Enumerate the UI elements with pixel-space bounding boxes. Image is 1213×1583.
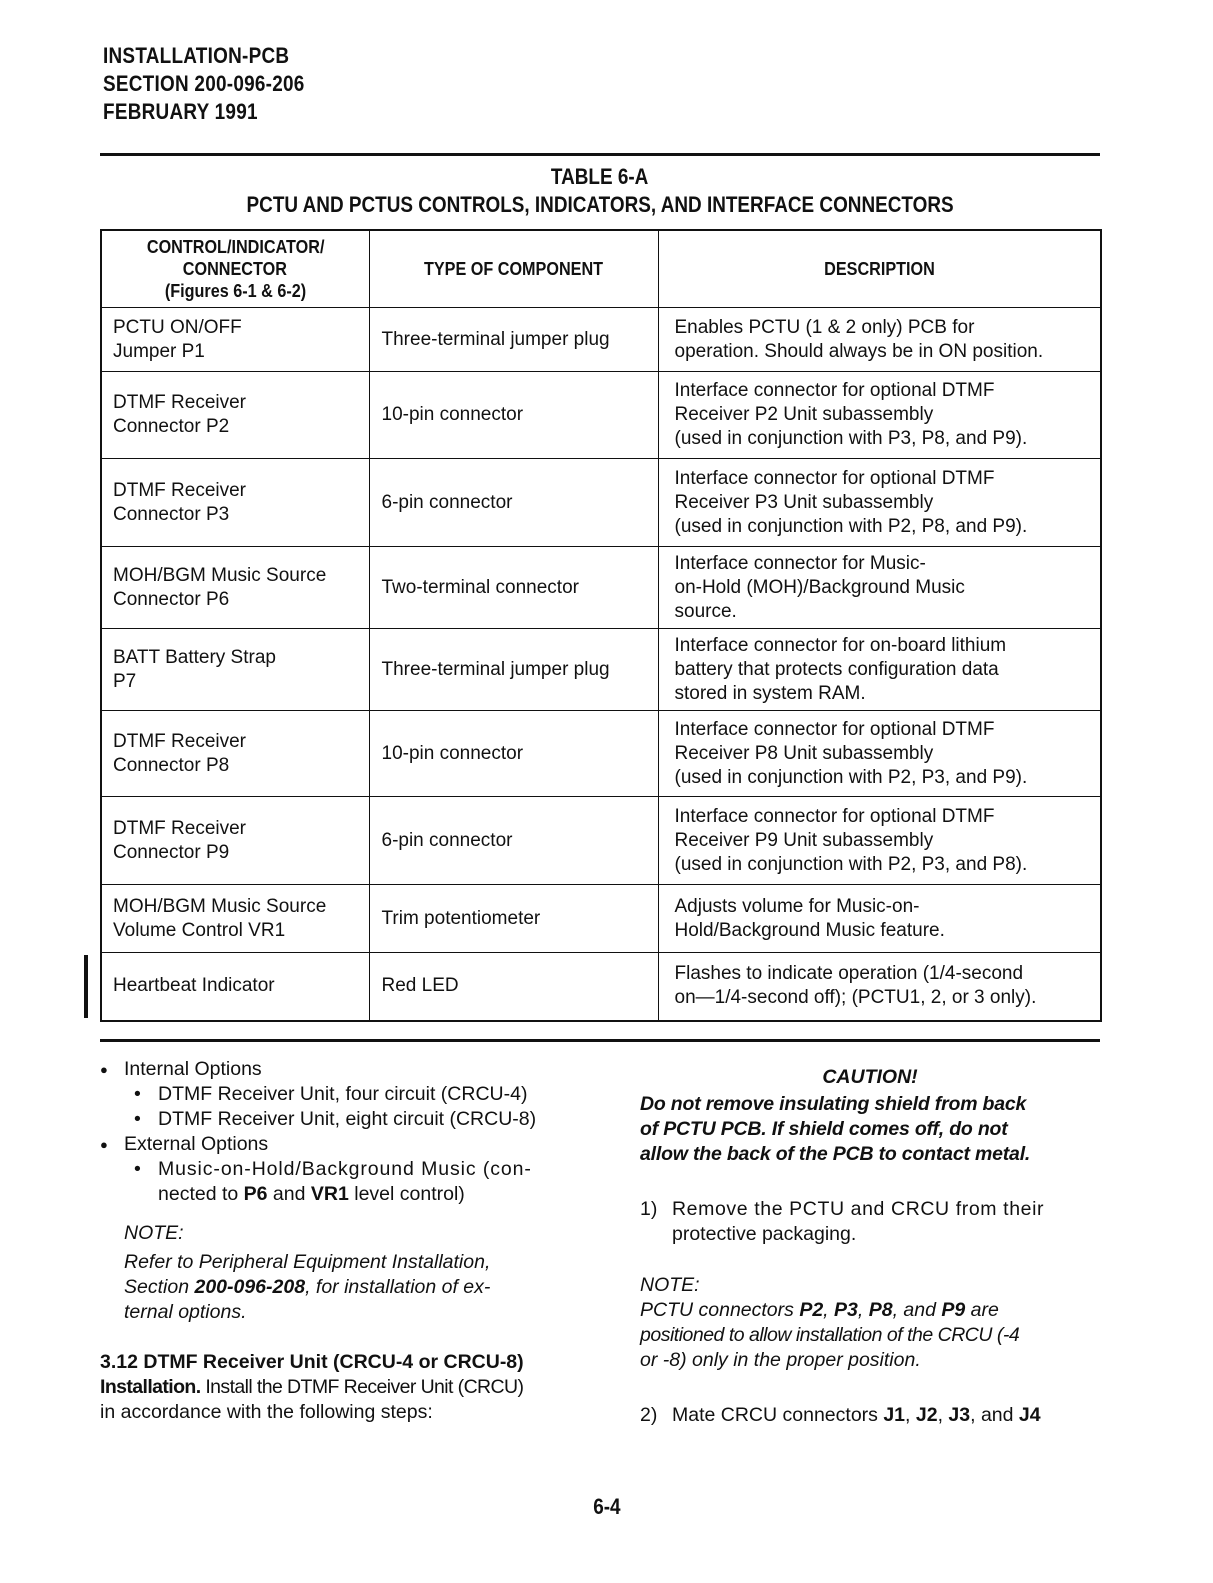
row-description-cell xyxy=(658,885,1101,953)
moh-vr1: VR1 xyxy=(310,1183,349,1205)
table-row xyxy=(101,711,1101,797)
header-col1-line2: CONNECTOR xyxy=(183,259,288,279)
control-id: Connector P3 xyxy=(113,503,230,525)
row-type-cell: 10-pin connector xyxy=(369,372,658,459)
moh-p6: P6 xyxy=(243,1183,268,1205)
step-connector: J2 xyxy=(915,1404,938,1426)
description-line: (used in conjunction with P3, P8, and P9). xyxy=(674,428,1028,449)
header-control-indicator xyxy=(101,230,369,308)
top-rule xyxy=(100,153,1100,156)
caution-line: allow the back of the PCB to contact metal. xyxy=(640,1143,1031,1165)
row-type-cell: Two-terminal connector xyxy=(369,547,658,629)
note-text: Section xyxy=(124,1276,195,1298)
note-connector: P2 xyxy=(799,1299,824,1321)
page-number xyxy=(0,1494,1213,1520)
description-line: Interface connector for on-board lithium xyxy=(674,634,1007,656)
description-line: Adjusts volume for Music-on- xyxy=(674,895,920,917)
row-control-cell xyxy=(101,953,369,1021)
note-line-2: positioned to allow installation of the CRCU (-4 xyxy=(640,1324,1020,1346)
row-control-cell xyxy=(101,629,369,711)
caution-title: CAUTION! xyxy=(822,1066,918,1088)
description-line: Interface connector for optional DTMF xyxy=(674,467,995,489)
note-line-1: Refer to Peripheral Equipment Installation, xyxy=(124,1251,491,1273)
header-type-of-component xyxy=(369,230,658,308)
row-control-cell xyxy=(101,459,369,547)
note-connector: P9 xyxy=(941,1299,966,1321)
description-line: Interface connector for optional DTMF xyxy=(674,805,995,827)
table-row xyxy=(101,372,1101,459)
control-name: PCTU ON/OFF xyxy=(113,316,242,338)
note-text: are xyxy=(965,1299,999,1321)
caution-body xyxy=(640,1092,1100,1167)
bottom-rule xyxy=(100,1039,1100,1042)
row-type-cell: Three-terminal jumper plug xyxy=(369,629,658,711)
step-number: 2) xyxy=(640,1404,658,1426)
section-3-12 xyxy=(100,1350,580,1425)
description-line: Receiver P9 Unit subassembly xyxy=(674,829,934,851)
moh-line-1: • Music-on-Hold/Background Music (con- xyxy=(158,1158,532,1180)
row-type-cell: Red LED xyxy=(369,953,658,1021)
row-type-cell: 6-pin connector xyxy=(369,797,658,885)
control-name: DTMF Receiver xyxy=(113,817,247,839)
table-title-line-2: PCTU AND PCTUS CONTROLS, INDICATORS, AND INTERFACE CONNECTORS xyxy=(246,192,954,217)
control-id: Jumper P1 xyxy=(113,340,205,362)
bullet-crcu-4: • DTMF Receiver Unit, four circuit (CRCU-4) xyxy=(100,1082,580,1107)
bullet-external-options: ● External Options xyxy=(100,1132,580,1157)
table-row xyxy=(101,547,1101,629)
row-description-cell xyxy=(658,547,1101,629)
section-line-2 xyxy=(100,1375,580,1400)
description-line: Interface connector for optional DTMF xyxy=(674,380,995,401)
row-type-cell: Three-terminal jumper plug xyxy=(369,308,658,372)
note-left xyxy=(100,1221,580,1325)
description-line: Interface connector for Music- xyxy=(674,552,926,574)
control-id: Connector P2 xyxy=(113,416,230,437)
section-heading-end: Installation. xyxy=(100,1376,201,1398)
revision-change-bar xyxy=(84,955,88,1018)
control-id: Connector P6 xyxy=(113,588,230,610)
control-id: Connector P9 xyxy=(113,841,230,863)
row-control-cell xyxy=(101,797,369,885)
note-line-1 xyxy=(640,1298,1100,1323)
note-section-ref: 200-096-208 xyxy=(194,1276,306,1298)
control-name: DTMF Receiver xyxy=(113,479,247,501)
description-line: Receiver P3 Unit subassembly xyxy=(674,491,934,513)
description-line: Hold/Background Music feature. xyxy=(674,919,945,941)
description-line: operation. Should always be in ON position. xyxy=(674,340,1044,362)
table-header-row xyxy=(101,230,1101,308)
step-connector: J3 xyxy=(948,1404,971,1426)
description-line: source. xyxy=(674,600,737,622)
description-line: (used in conjunction with P2, P3, and P8). xyxy=(674,853,1028,875)
description-line: stored in system RAM. xyxy=(674,682,866,704)
page-number-text: 6-4 xyxy=(592,1494,621,1519)
row-type-cell: Trim potentiometer xyxy=(369,885,658,953)
row-control-cell xyxy=(101,372,369,459)
row-description-cell xyxy=(658,629,1101,711)
step-connector: J4 xyxy=(1018,1404,1041,1426)
table-title xyxy=(100,163,1100,219)
document-header xyxy=(103,42,305,126)
header-line-2: SECTION 200-096-206 xyxy=(103,71,305,96)
step-text-part: , and xyxy=(970,1404,1019,1426)
table-row xyxy=(101,459,1101,547)
note-connector: P3 xyxy=(834,1299,858,1321)
caution-line: Do not remove insulating shield from back xyxy=(640,1093,1027,1115)
description-line: Flashes to indicate operation (1/4-second xyxy=(674,963,1024,985)
header-line-3: FEBRUARY 1991 xyxy=(103,99,258,124)
step-connector: J1 xyxy=(883,1404,906,1426)
row-control-cell xyxy=(101,885,369,953)
table-row xyxy=(101,797,1101,885)
moh-text: nected to xyxy=(158,1183,244,1205)
step-1 xyxy=(640,1197,1100,1247)
header-col1-line3: (Figures 6-1 & 6-2) xyxy=(164,281,306,301)
step-text xyxy=(672,1403,1100,1428)
table-row xyxy=(101,953,1101,1021)
step-number: 1) xyxy=(640,1198,658,1220)
bullet-music-on-hold xyxy=(100,1157,580,1207)
description-line: on-Hold (MOH)/Background Music xyxy=(674,576,965,598)
note-text: , xyxy=(857,1299,869,1321)
note-line-2 xyxy=(124,1275,580,1300)
note-label: NOTE: xyxy=(640,1274,700,1296)
row-description-cell xyxy=(658,372,1101,459)
bullet-internal-options: ● Internal Options xyxy=(100,1057,580,1082)
controls-table xyxy=(100,229,1102,1022)
description-line: Interface connector for optional DTMF xyxy=(674,718,995,740)
header-col3-text: DESCRIPTION xyxy=(823,259,935,279)
note-connector: P8 xyxy=(868,1299,893,1321)
note-text: , xyxy=(823,1299,835,1321)
row-description-cell xyxy=(658,797,1101,885)
bullet-crcu-8: • DTMF Receiver Unit, eight circuit (CRCU-8) xyxy=(100,1107,580,1132)
step-text-part: , xyxy=(937,1404,949,1426)
row-description-cell xyxy=(658,953,1101,1021)
note-text: , for installation of ex- xyxy=(305,1276,491,1298)
section-heading: 3.12 DTMF Receiver Unit (CRCU-4 or CRCU-8) xyxy=(100,1351,524,1373)
moh-text: level control) xyxy=(348,1183,465,1205)
step-text-part: , xyxy=(905,1404,916,1426)
header-col2-text: TYPE OF COMPONENT xyxy=(423,259,604,279)
section-line-3: in accordance with the following steps: xyxy=(100,1401,433,1423)
note-line-3: or -8) only in the proper position. xyxy=(640,1349,921,1371)
note-label: NOTE: xyxy=(124,1222,184,1244)
note-text: , and xyxy=(892,1299,942,1321)
row-description-cell xyxy=(658,459,1101,547)
control-id: Connector P8 xyxy=(113,754,230,776)
header-col1-line1: CONTROL/INDICATOR/ xyxy=(146,237,325,257)
right-column xyxy=(640,1065,1100,1428)
control-name: BATT Battery Strap xyxy=(113,646,276,668)
note-text: PCTU connectors xyxy=(640,1299,800,1321)
control-name: MOH/BGM Music Source xyxy=(113,564,327,586)
moh-line-2 xyxy=(158,1182,580,1207)
row-control-cell xyxy=(101,711,369,797)
row-type-cell: 10-pin connector xyxy=(369,711,658,797)
description-line: (used in conjunction with P2, P3, and P9). xyxy=(674,766,1028,788)
description-line: Receiver P8 Unit subassembly xyxy=(674,742,934,764)
table-row xyxy=(101,629,1101,711)
left-column xyxy=(100,1057,580,1425)
control-name: DTMF Receiver xyxy=(113,392,247,413)
control-id: Volume Control VR1 xyxy=(113,919,286,941)
header-line-1: INSTALLATION-PCB xyxy=(103,43,290,68)
step-text: protective packaging. xyxy=(672,1223,857,1245)
table-row xyxy=(101,308,1101,372)
row-type-cell: 6-pin connector xyxy=(369,459,658,547)
table-title-line-1: TABLE 6-A xyxy=(551,164,649,189)
control-name: DTMF Receiver xyxy=(113,730,247,752)
note-line-3: ternal options. xyxy=(124,1301,247,1323)
note-right xyxy=(640,1273,1100,1373)
row-description-cell xyxy=(658,711,1101,797)
table-row xyxy=(101,885,1101,953)
description-line: Receiver P2 Unit subassembly xyxy=(674,404,934,425)
description-line: on—1/4-second off); (PCTU1, 2, or 3 only). xyxy=(674,987,1037,1009)
step-2 xyxy=(640,1403,1100,1428)
control-name: Heartbeat Indicator xyxy=(113,975,275,997)
control-name: MOH/BGM Music Source xyxy=(113,895,327,917)
row-description-cell xyxy=(658,308,1101,372)
step-text-part: Mate CRCU connectors xyxy=(672,1404,884,1426)
section-text: Install the DTMF Receiver Unit (CRCU) xyxy=(200,1376,524,1398)
header-description xyxy=(658,230,1101,308)
row-control-cell xyxy=(101,547,369,629)
description-line: battery that protects configuration data xyxy=(674,658,999,680)
control-id: P7 xyxy=(113,670,137,692)
description-line: Enables PCTU (1 & 2 only) PCB for xyxy=(674,316,975,338)
caution-line: of PCTU PCB. If shield comes off, do not xyxy=(640,1118,1008,1140)
step-text: Remove the PCTU and CRCU from their xyxy=(672,1198,1045,1220)
description-line: (used in conjunction with P2, P8, and P9). xyxy=(674,515,1028,537)
row-control-cell xyxy=(101,308,369,372)
moh-text: and xyxy=(267,1183,311,1205)
